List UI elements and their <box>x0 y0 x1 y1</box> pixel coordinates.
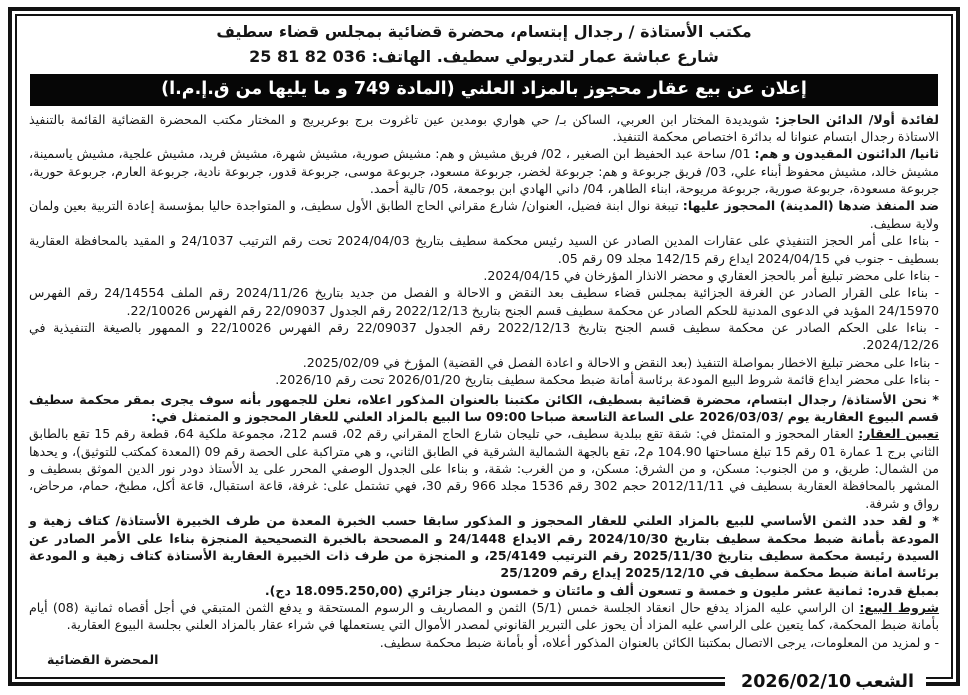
registered-creditors-label: ثانيا/ الدائنون المقيدون و هم: <box>754 146 939 162</box>
price-paragraph <box>29 582 939 599</box>
issue-date: 2026/02/10 <box>741 672 852 692</box>
price-text: ثمانية عشر مليون و خمسة و تسعون ألف و مائتان و خمسون دينار جزائري (18.095.250,00 دج). <box>264 582 868 598</box>
office-header <box>29 20 939 70</box>
debtor-paragraph <box>29 197 939 232</box>
office-address-line: شارع عباشة عمار لتدريولي سطيف. الهاتف: 036 82 81 25 <box>249 46 719 66</box>
creditor-label: لفائدة أولا/ الدائن الحاجز: <box>774 111 940 127</box>
whereas-item: - بناءا على الحكم الصادر عن محكمة سطيف قسم الجنح بتاريخ 2022/12/13 رقم الجدول 22/09037 رقم الفهرس 22/10026 و الممهور بالصيغة التنفيذية في 2024/12/26. <box>29 320 940 353</box>
property-label: تعيين العقار: <box>858 426 939 442</box>
auction-announcement-paragraph: * نحن الأستاذة/ رجدال ابتسام، محضرة قضائية بسطيف، الكائن مكتبنا بالعنوان المذكور اعلاه، نعلن للجمهور بأنه سوف يجرى بمقر محكمة سطيف قسم البيوع العقارية يوم /2026/03/03 على الساعة التاسعة صباحا 09:00 سا البيع بالمزاد العلني للعقار المحجوز و المتمثل في: <box>29 391 939 424</box>
newspaper-footer <box>725 670 926 694</box>
sale-terms-text: ان الراسي عليه المزاد يدفع حال انعقاد الجلسة خمس (5/1) الثمن و المصاريف و الرسوم المستحقة و يدفع الثمن المتبقي في أجل أقصاه ثمانية (08) أيام بأمانة ضبط المحكمة، كما يتعين على الراسي عليه المزاد أن يحوز على التبرير القانوني لمصدر الأموال التي يستعملها في شراء عقار بالمزاد العلني بجلسة البيوع العقارية. <box>29 600 939 633</box>
whereas-item: - بناءا على أمر الحجز التنفيذي على عقارات المدين الصادر عن السيد رئيس محكمة سطيف بتاريخ 2024/04/03 تحت رقم الترتيب 24/1037 و المقيد بالمحافظة العقارية بسطيف - جنوب في 2024/04/15 ايداع رقم 142/15 مجلد 09 رقم 05. <box>29 233 940 266</box>
property-description-paragraph <box>29 425 939 512</box>
sale-terms-paragraph <box>29 599 939 634</box>
registered-creditors-paragraph <box>29 145 939 197</box>
office-title-line: مكتب الأستاذة / رجدال إبتسام، محضرة قضائية بمجلس قضاء سطيف <box>216 22 752 41</box>
price-label: بمبلغ قدره: <box>867 582 939 598</box>
whereas-item: - بناءا على محضر ايداع قائمة شروط البيع المودعة برئاسة أمانة ضبط محكمة سطيف بتاريخ 2026/01/20 تحت رقم 2026/10. <box>275 372 939 388</box>
whereas-item: - بناءا على القرار الصادر عن الغرفة الجزائية بمجلس قضاء سطيف بعد النقض و الاحالة و الفصل من جديد بتاريخ 2024/11/26 رقم الملف 24/14554 رقم الفهرس 24/15970 المؤيد في الدعوى المدنية للحكم الصادر عن محكمة سطيف قسم الجنح بتاريخ 2022/12/13 رقم الجدول 22/09037 رقم الفهرس 22/10026. <box>29 285 939 318</box>
bailiff-signature: المحضرة القضائية <box>47 652 159 668</box>
newspaper-name: الشعب <box>855 672 914 692</box>
auction-banner-title: إعلان عن بيع عقار محجوز بالمزاد العلني (المادة 749 و ما يليها من ق.إ.م.ا) <box>30 74 938 106</box>
whereas-item: - بناءا على محضر تبليغ الاخطار بمواصلة التنفيذ (بعد النقض و الاحالة و اعادة الفصل في القضية) المؤرخ في 2025/02/09. <box>302 354 939 370</box>
valuation-paragraph: * و لقد حدد الثمن الأساسي للبيع بالمزاد العلني للعقار المحجوز و المذكور سابقا حسب الخبرة المعدة من طرف الخبيرة الأستاذة/ كتاف زهية و المودعة بأمانة ضبط محكمة سطيف بتاريخ 2024/10/30 رقم الايداع 24/1448 و المصححة بالخبرة التصحيحية المنجزة بناءا على الأمر الصادر عن السيدة رئيسة محكمة سطيف بتاريخ 2025/11/30 رقم الترتيب 25/4149، و المنجزة من طرف ذات الخبيرة العقارية الأستاذة كتاف زهية و المودعة برئاسة امانة ضبط محكمة سطيف في 2025/12/10 إيداع رقم 25/1209 <box>29 513 939 581</box>
more-info-paragraph: - و لمزيد من المعلومات، يرجى الاتصال بمكتبنا الكائن بالعنوان المذكور أعلاه، أو بأمانة ضبط محكمة سطيف. <box>379 634 939 650</box>
outer-border-frame <box>8 7 960 686</box>
sale-terms-label: شروط البيع: <box>859 600 940 616</box>
debtor-label: ضد المنفذ ضدها (المدينة) المحجوز عليها: <box>682 198 939 214</box>
registered-creditors-text: 01/ ساحة عبد الحفيظ ابن الصغير ، 02/ فريق مشيش و هم: مشيش صورية، مشيش شهرة، مشيش فريد، مشيش علجية، مشيش ياسمينة، مشيش خالد، مشيش محفوظ أبناء علي، 03/ فريق جربوعة و هم: جربوعة لخضر، جربوعة مسعود، جربوعة موسى، جربوعة قدور، جربوعة نادية، جربوعة العارم، جربوعة حورية، جربوعة مسعودة، جربوعة صورية، جربوعة مريوحة، ابناء الطاهر، 04/ داني الهادي ابن بوجمعة، 05/ تالية أحمد. <box>29 146 939 197</box>
debtor-text: تيبغة نوال ابنة فضيل، العنوان/ شارع مقراني الحاج الطابق الأول سطيف، و المتواجدة حاليا بمؤسسة إعادة التربية بعين ولمان ولاية سطيف. <box>29 198 939 231</box>
whereas-item: - بناءا على محضر تبليغ أمر بالحجز العقاري و محضر الانذار المؤرخان في 2024/04/15. <box>483 267 939 283</box>
creditor-paragraph <box>29 111 939 146</box>
property-text: العقار المحجوز و المتمثل في: شقة تقع ببلدية سطيف، حي تليجان شارع الحاج المقراني رقم 02، قسم 212، مجموعة ملكية 64، قطعة رقم 15 تقع بالطابق الثاني برج 1 عمارة 01 رقم 15 تبلغ مساحتها 104.90 م2، تقع بالجهة الشمالية الشرقية في الطابق الثاني، و هي متراكبة على الحصة رقم 09 (المعدة كمكتب للتوثيق)، و يحدها من الشمال: طريق، و من الجنوب: مسكن، و من الشرق: مسكن، و من الغرب: شقة، و بناءا على الجدول الوصفي المحرر على يد الأستاذ دودر نور الدين الموثق بسطيف و المشهر بالمحافظة العقارية بسطيف في 2012/11/11 حجم 302 رقم 1536 مجلد 966 رقم 30، فهي تشتمل على: غرفة، قاعة استقبال، قاعة أكل، مطبخ، حمام، مرحاض، رواق و شرفة. <box>29 426 939 511</box>
inner-border-frame <box>15 14 953 679</box>
creditor-text: شويديدة المختار ابن العربي، الساكن بـ/ حي هواري بومدين عين تاغروت برج بوعريريج و المختار مكتب المحضرة القضائية القائمة بالتنفيذ الاستاذة رجدال ابتسام عنوانا له بدائرة اختصاص محكمة التنفيذ. <box>29 111 939 144</box>
